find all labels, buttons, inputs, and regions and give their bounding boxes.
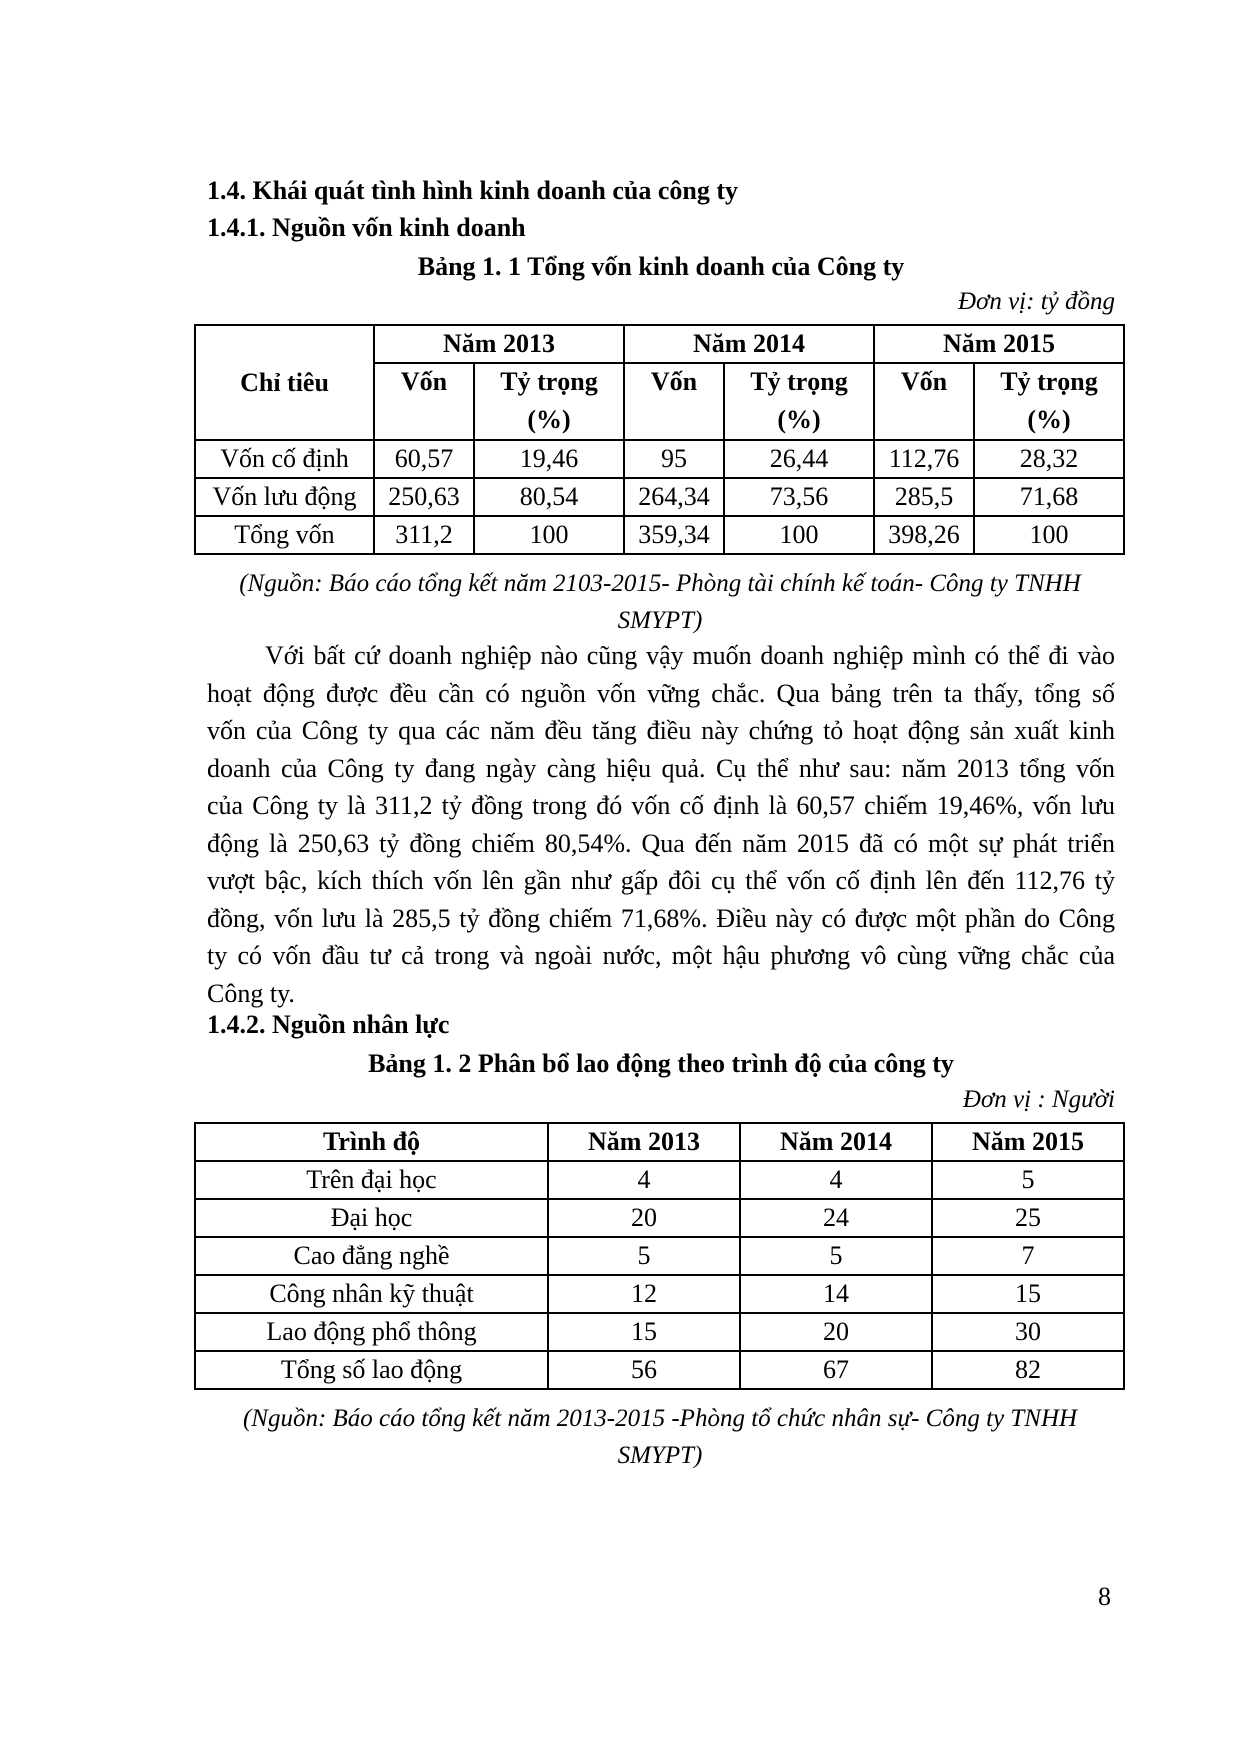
section-heading-1-4-1: 1.4.1. Nguồn vốn kinh doanh [207,213,526,242]
cell: 60,57 [374,440,474,478]
cell: 359,34 [624,516,724,554]
cell: 4 [548,1161,740,1199]
cell: 4 [740,1161,932,1199]
paragraph-line: doanh của Công ty đang ngày càng hiệu quả. Cụ thể như sau: năm 2013 tổng vốn [207,753,1115,783]
table1-header-chi-tieu: Chỉ tiêu [195,325,374,440]
row-label: Vốn cố định [195,440,374,478]
table2-header-2014: Năm 2014 [740,1123,932,1161]
cell: 95 [624,440,724,478]
paragraph-line: ty có vốn đầu tư cả trong và ngoài nước, một hậu phương vô cùng vững chắc của [207,941,1115,970]
table1-subheader-pct: (%) [474,400,624,440]
paragraph-line: vượt bậc, kích thích vốn lên gần như gấp đôi cụ thể vốn cố định lên đến 112,76 tỷ [207,866,1115,895]
cell: 112,76 [874,440,974,478]
table-row [195,1351,1124,1389]
paragraph-line: của Công ty là 311,2 tỷ đồng trong đó vốn cố định là 60,57 chiếm 19,46%, vốn lưu [207,791,1115,820]
row-label: Lao động phổ thông [195,1313,548,1351]
section-heading-1-4-2: 1.4.2. Nguồn nhân lực [207,1010,450,1039]
table-row [195,1237,1124,1275]
cell: 30 [932,1313,1124,1351]
cell: 20 [548,1199,740,1237]
row-label: Tổng số lao động [195,1351,548,1389]
body-paragraph [207,637,1115,1012]
table2-header-trinh-do: Trình độ [195,1123,548,1161]
table1-subheader-pct: (%) [724,400,874,440]
table1-source [190,565,1130,639]
cell: 80,54 [474,478,624,516]
table1-subheader-ty-trong: Tỷ trọng [974,363,1124,400]
cell: 264,34 [624,478,724,516]
paragraph-line: Công ty. [207,978,295,1008]
cell: 7 [932,1237,1124,1275]
table1-subheader-von: Vốn [874,363,974,440]
table2-unit: Đơn vị : Người [962,1086,1115,1113]
table1-subheader-von: Vốn [624,363,724,440]
table1-subheader-ty-trong: Tỷ trọng [474,363,624,400]
paragraph-line: đồng, vốn lưu là 285,5 tỷ đồng chiếm 71,68%. Điều này có được một phần do Công [207,903,1115,933]
table2-source-line1: (Nguồn: Báo cáo tổng kết năm 2013-2015 -Phòng tổ chức nhân sự- Công ty TNHH [242,1405,1078,1432]
paragraph-line: động là 250,63 tỷ đồng chiếm 80,54%. Qua đến năm 2015 đã có một sự phát triển [207,828,1115,858]
table1-header-year-2013: Năm 2013 [374,325,624,363]
cell: 73,56 [724,478,874,516]
table-row [195,1161,1124,1199]
cell: 19,46 [474,440,624,478]
page-number: 8 [1098,1582,1111,1611]
cell: 67 [740,1351,932,1389]
cell: 15 [932,1275,1124,1313]
table-row [195,1275,1124,1313]
cell: 82 [932,1351,1124,1389]
table2-header-2013: Năm 2013 [548,1123,740,1161]
cell: 56 [548,1351,740,1389]
cell: 5 [932,1161,1124,1199]
cell: 20 [740,1313,932,1351]
cell: 100 [724,516,874,554]
table2-source [190,1400,1130,1474]
row-label: Vốn lưu động [195,478,374,516]
cell: 71,68 [974,478,1124,516]
table-row [195,478,1124,516]
row-label: Cao đẳng nghề [195,1237,548,1275]
table1-subheader-von: Vốn [374,363,474,440]
cell: 15 [548,1313,740,1351]
table1-subheader-ty-trong: Tỷ trọng [724,363,874,400]
cell: 14 [740,1275,932,1313]
cell: 26,44 [724,440,874,478]
cell: 12 [548,1275,740,1313]
table2-header-2015: Năm 2015 [932,1123,1124,1161]
section-heading-1-4: 1.4. Khái quát tình hình kinh doanh của công ty [207,176,739,205]
table1-source-line2: SMYPT) [617,607,703,634]
cell: 5 [740,1237,932,1275]
paragraph-line: hoạt động được đều cần có nguồn vốn vững chắc. Qua bảng trên ta thấy, tổng số [207,678,1115,708]
cell: 100 [474,516,624,554]
capital-table [194,324,1125,555]
labor-table [194,1122,1125,1390]
cell: 100 [974,516,1124,554]
row-label: Đại học [195,1199,548,1237]
table-row [195,1313,1124,1351]
table2-source-line2: SMYPT) [617,1442,703,1469]
row-label: Công nhân kỹ thuật [195,1275,548,1313]
cell: 311,2 [374,516,474,554]
table2-caption: Bảng 1. 2 Phân bổ lao động theo trình độ của công ty [368,1049,954,1078]
cell: 5 [548,1237,740,1275]
table1-source-line1: (Nguồn: Báo cáo tổng kết năm 2103-2015- Phòng tài chính kế toán- Công ty TNHH [239,570,1081,597]
table1-unit: Đơn vị: tỷ đồng [957,288,1115,315]
table1-header-year-2015: Năm 2015 [874,325,1124,363]
cell: 250,63 [374,478,474,516]
row-label: Trên đại học [195,1161,548,1199]
table-row [195,440,1124,478]
table-row [195,1199,1124,1237]
cell: 398,26 [874,516,974,554]
cell: 25 [932,1199,1124,1237]
paragraph-line: Với bất cứ doanh nghiệp nào cũng vậy muốn doanh nghiệp mình có thể đi vào [265,641,1115,670]
table1-caption: Bảng 1. 1 Tổng vốn kinh doanh của Công ty [417,252,905,281]
cell: 24 [740,1199,932,1237]
cell: 28,32 [974,440,1124,478]
cell: 285,5 [874,478,974,516]
table1-subheader-pct: (%) [974,400,1124,440]
table1-header-year-2014: Năm 2014 [624,325,874,363]
paragraph-line: vốn của Công ty qua các năm đều tăng điều này chứng tỏ hoạt động sản xuất kinh [207,716,1115,745]
table-row [195,516,1124,554]
row-label: Tổng vốn [195,516,374,554]
